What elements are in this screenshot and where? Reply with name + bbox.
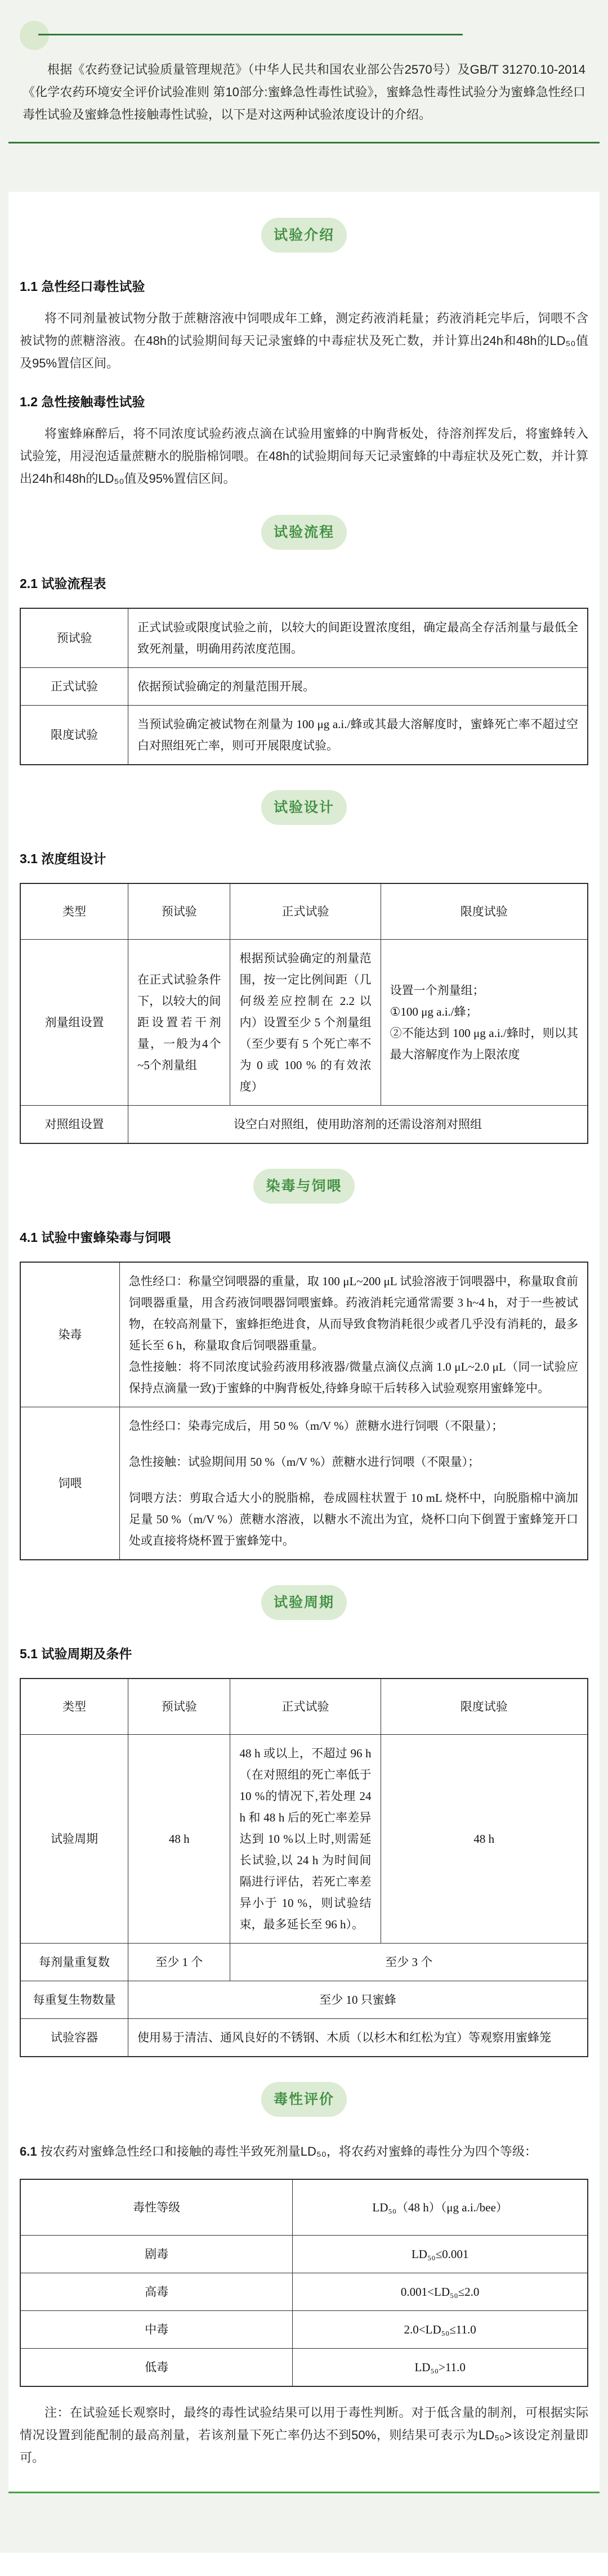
ld50-range-cell: 2.0<LD₅₀≤11.0 bbox=[293, 2311, 588, 2349]
period-table bbox=[20, 1678, 588, 2057]
top-decoration bbox=[0, 0, 608, 50]
row-content-cell: 当预试验确定被试物在剂量为 100 μg a.i./蜂或其最大溶解度时，蜜蜂死亡率不超过空白对照组死亡率，则可开展限度试验。 bbox=[128, 706, 588, 765]
row-label-cell: 饲喂 bbox=[20, 1407, 119, 1560]
column-header: LD₅₀（48 h）（μg a.i./bee） bbox=[293, 2179, 588, 2236]
table-row bbox=[20, 1944, 588, 1981]
heading-4-1: 4.1 试验中蜜蜂染毒与饲喂 bbox=[20, 1230, 171, 1245]
feeding-method-text: 饲喂方法：剪取合适大小的脱脂棉，卷成圆柱状置于 10 mL 烧杯中，向脱脂棉中滴加足量 50 %（m/V %）蔗糖水溶液，以糖水不流出为宜，烧杯口向下倒置于蜜蜂笼开口处或直接将烧杯置于蜜蜂笼中。 bbox=[128, 1491, 578, 1547]
section-badge-period bbox=[20, 1585, 588, 1620]
column-header: 类型 bbox=[20, 1679, 128, 1735]
badge-label: 毒性评价 bbox=[261, 2082, 347, 2117]
table-row bbox=[20, 1262, 588, 1407]
column-header: 预试验 bbox=[128, 883, 230, 940]
row-label-cell: 限度试验 bbox=[20, 706, 128, 765]
badge-label: 试验介绍 bbox=[261, 218, 347, 253]
table-header-row bbox=[20, 1679, 588, 1735]
section-badge-intro bbox=[20, 218, 588, 253]
column-header: 毒性等级 bbox=[20, 2179, 293, 2236]
row-label-cell: 正式试验 bbox=[20, 668, 128, 706]
container-cell: 使用易于清洁、通风良好的不锈钢、木质（以杉木和红松为宜）等观察用蜜蜂笼 bbox=[128, 2019, 588, 2057]
row-label-cell: 剂量组设置 bbox=[20, 940, 128, 1106]
formal-limit-cell: 至少 3 个 bbox=[230, 1944, 588, 1981]
heading-3-1: 3.1 浓度组设计 bbox=[20, 851, 106, 866]
table-row bbox=[20, 2236, 588, 2273]
evaluation-table bbox=[20, 2179, 588, 2387]
lead-text: 按农药对蜜蜂急性经口和接触的毒性半致死剂量LD₅₀，将农药对蜜蜂的毒性分为四个等级： bbox=[37, 2144, 537, 2158]
badge-label: 试验流程 bbox=[261, 515, 347, 550]
evaluation-lead bbox=[20, 2140, 588, 2163]
limit-item: ②不能达到 100 μg a.i./蜂时，则以其最大溶解度作为上限浓度 bbox=[390, 1026, 578, 1061]
toxicity-grade-cell: 中毒 bbox=[20, 2311, 293, 2349]
table-row bbox=[20, 1106, 588, 1144]
oral-feeding-text: 急性经口：染毒完成后，用 50 %（m/V %）蔗糖水进行饲喂（不限量）； bbox=[128, 1419, 504, 1433]
table-row bbox=[20, 1735, 588, 1944]
table-row bbox=[20, 940, 588, 1106]
table-row bbox=[20, 608, 588, 668]
intro-paragraph: 根据《农药登记试验质量管理规范》（中华人民共和国农业部公告2570号）及GB/T 31270.10-2014《化学农药环境安全评价试验准则 第10部分:蜜蜂急性毒性试验》，蜜蜂急性毒性试验分为蜜蜂急性经口毒性试验及蜜蜂急性接触毒性试验，以下是对这两种试验浓度设计的介绍。 bbox=[23, 62, 585, 122]
control-group-cell: 设空白对照组，使用助溶剂的还需设溶剂对照组 bbox=[128, 1106, 588, 1144]
column-header: 类型 bbox=[20, 883, 128, 940]
paragraph-1-2: 将蜜蜂麻醉后，将不同浓度试验药液点滴在试验用蜜蜂的中胸背板处，待溶剂挥发后，将蜜蜂转入试验笼，用浸泡适量蔗糖水的脱脂棉饲喂。在48h的试验期间每天记录蜜蜂的中毒症状及死亡数，并计算出24h和48h的LD₅₀值及95%置信区间。 bbox=[20, 427, 588, 486]
lead-number: 6.1 bbox=[20, 2144, 37, 2158]
limit-item: ①100 μg a.i./蜂； bbox=[390, 1005, 478, 1018]
column-header: 正式试验 bbox=[230, 883, 381, 940]
section-divider-line bbox=[8, 142, 600, 143]
row-content-cell: 依据预试验确定的剂量范围开展。 bbox=[128, 668, 588, 706]
badge-label: 染毒与饲喂 bbox=[253, 1169, 354, 1204]
heading-1-1: 1.1 急性经口毒性试验 bbox=[20, 279, 145, 294]
row-label-cell: 对照组设置 bbox=[20, 1106, 128, 1144]
limit-test-cell: 48 h bbox=[381, 1735, 588, 1944]
process-table bbox=[20, 608, 588, 765]
pre-test-cell: 48 h bbox=[128, 1735, 230, 1944]
row-label-cell: 预试验 bbox=[20, 608, 128, 668]
row-label-cell: 染毒 bbox=[20, 1262, 119, 1407]
table-row bbox=[20, 668, 588, 706]
table-row bbox=[20, 2019, 588, 2057]
content-card bbox=[8, 192, 600, 2493]
formal-test-cell: 48 h 或以上，不超过 96 h（在对照组的死亡率低于 10 %的情况下,若处理 24 h 和 48 h 后的死亡率差异达到 10 %以上时,则需延长试验,以 24 h 为时间间隔进行评估，若死亡率差异小于 10 %，则试验结束，最多延长至 96 h）。 bbox=[230, 1735, 381, 1944]
toxicity-grade-cell: 剧毒 bbox=[20, 2236, 293, 2273]
ld50-range-cell: LD₅₀≤0.001 bbox=[293, 2236, 588, 2273]
oral-dosing-text: 急性经口：称量空饲喂器的重量，取 100 μL~200 μL 试验溶液于饲喂器中，称量取食前饲喂器重量，用含药液饲喂器饲喂蜜蜂。药液消耗完通常需要 3 h~4 h，对于一些被试物，在较高剂量下，蜜蜂拒绝进食，从而导致食物消耗很少或者几乎没有消耗的，最多延长至 6 h，称量取食后饲喂器重量。 bbox=[128, 1274, 578, 1352]
section-badge-process bbox=[20, 515, 588, 550]
table-row bbox=[20, 2273, 588, 2311]
table-row bbox=[20, 1981, 588, 2019]
section-badge-evaluation bbox=[20, 2082, 588, 2117]
table-row bbox=[20, 2349, 588, 2387]
heading-1-2: 1.2 急性接触毒性试验 bbox=[20, 394, 145, 409]
design-table bbox=[20, 883, 588, 1144]
table-row bbox=[20, 2311, 588, 2349]
row-content-cell: 正式试验或限度试验之前，以较大的间距设置浓度组，确定最高全存活剂量与最低全致死剂量，明确用药浓度范围。 bbox=[128, 608, 588, 668]
contact-feeding-text: 急性接触：试验期间用 50 %（m/V %）蔗糖水进行饲喂（不限量）； bbox=[128, 1455, 480, 1469]
pre-test-cell: 至少 1 个 bbox=[128, 1944, 230, 1981]
toxicity-grade-cell: 高毒 bbox=[20, 2273, 293, 2311]
table-header-row bbox=[20, 2179, 588, 2236]
ld50-range-cell: 0.001<LD₅₀≤2.0 bbox=[293, 2273, 588, 2311]
footer-strip bbox=[0, 2553, 608, 2576]
column-header: 限度试验 bbox=[381, 1679, 588, 1735]
dosing-table bbox=[20, 1262, 588, 1560]
row-label-cell: 试验周期 bbox=[20, 1735, 128, 1944]
pre-test-cell: 在正式试验条件下，以较大的间距设置若干剂量，一般为4个~5个剂量组 bbox=[128, 940, 230, 1106]
toxicity-grade-cell: 低毒 bbox=[20, 2349, 293, 2387]
badge-label: 试验设计 bbox=[261, 790, 347, 825]
limit-item: 设置一个剂量组； bbox=[390, 984, 485, 997]
decor-circle-icon bbox=[20, 21, 49, 50]
table-row bbox=[20, 706, 588, 765]
contact-dosing-text: 急性接触：将不同浓度试验药液用移液器/微量点滴仪点滴 1.0 μL~2.0 μL（同一试验应保持点滴量一致)于蜜蜂的中胸背板处,待蜂身晾干后转移入试验观察用蜜蜂笼中。 bbox=[128, 1360, 578, 1395]
bees-count-cell: 至少 10 只蜜蜂 bbox=[128, 1981, 588, 2019]
paragraph-1-1: 将不同剂量被试物分散于蔗糖溶液中饲喂成年工蜂，测定药液消耗量；药液消耗完毕后，饲喂不含被试物的蔗糖溶液。在48h的试验期间每天记录蜜蜂的中毒症状及死亡数，并计算出24h和48h的LD₅₀值及95%置信区间。 bbox=[20, 311, 588, 370]
row-label-cell: 试验容器 bbox=[20, 2019, 128, 2057]
decor-horizontal-rule bbox=[38, 34, 463, 35]
heading-5-1: 5.1 试验周期及条件 bbox=[20, 1646, 132, 1661]
row-label-cell: 每重复生物数量 bbox=[20, 1981, 128, 2019]
formal-test-cell: 根据预试验确定的剂量范围，按一定比例间距（几何级差应控制在 2.2 以内）设置至少 5 个剂量组（至少要有 5 个死亡率不为 0 或 100 % 的有效浓度） bbox=[230, 940, 381, 1106]
row-label-cell: 每剂量重复数 bbox=[20, 1944, 128, 1981]
column-header: 预试验 bbox=[128, 1679, 230, 1735]
section-badge-design bbox=[20, 790, 588, 825]
table-row bbox=[20, 1407, 588, 1560]
contamination-cell bbox=[119, 1262, 588, 1407]
heading-2-1: 2.1 试验流程表 bbox=[20, 576, 106, 591]
ld50-range-cell: LD₅₀>11.0 bbox=[293, 2349, 588, 2387]
section-badge-dosing bbox=[20, 1169, 588, 1204]
feeding-cell bbox=[119, 1407, 588, 1560]
limit-test-cell bbox=[381, 940, 588, 1106]
column-header: 限度试验 bbox=[381, 883, 588, 940]
table-header-row bbox=[20, 883, 588, 940]
evaluation-note: 注：在试验延长观察时，最终的毒性试验结果可以用于毒性判断。对于低含量的制剂，可根据实际情况设置到能配制的最高剂量，若该剂量下死亡率仍达不到50%，则结果可表示为LD₅₀>该设定剂量即可。 bbox=[20, 2406, 588, 2465]
badge-label: 试验周期 bbox=[261, 1585, 347, 1620]
column-header: 正式试验 bbox=[230, 1679, 381, 1735]
